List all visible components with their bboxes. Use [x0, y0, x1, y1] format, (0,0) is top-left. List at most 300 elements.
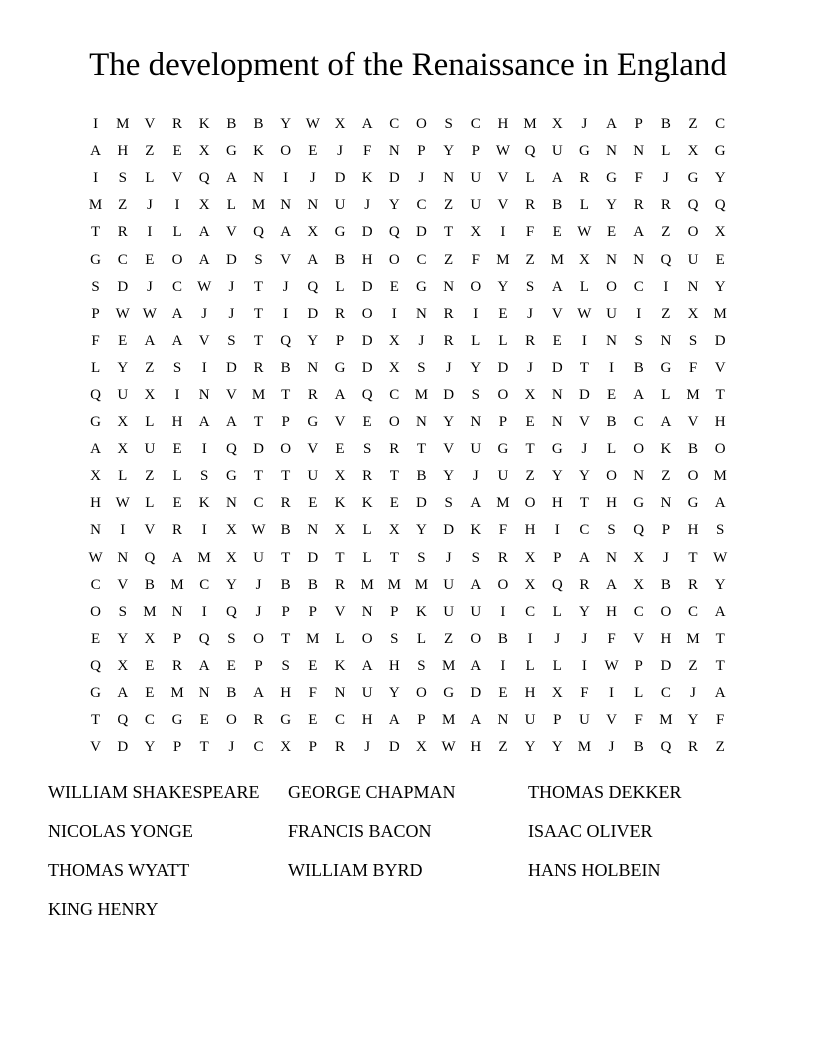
grid-letter: J	[581, 630, 588, 647]
grid-letter: N	[280, 197, 292, 214]
grid-letter: X	[524, 549, 536, 566]
grid-letter: M	[496, 495, 510, 512]
grid-letter: X	[280, 739, 292, 756]
grid-letter: L	[335, 278, 345, 295]
grid-letter: E	[552, 332, 562, 349]
grid-letter: Z	[145, 143, 155, 160]
grid-letter: J	[309, 170, 316, 187]
grid-letter: A	[551, 278, 563, 295]
grid-letter: Q	[361, 386, 373, 403]
grid-letter: L	[362, 522, 372, 539]
grid-letter: O	[361, 630, 373, 647]
grid-letter: V	[714, 359, 726, 376]
grid-letter: W	[577, 305, 592, 322]
word-list-item: WILLIAM BYRD	[288, 860, 423, 880]
grid-letter: S	[471, 386, 480, 403]
grid-letter: N	[307, 197, 319, 214]
word-list-item: WILLIAM SHAKESPEARE	[48, 782, 260, 802]
grid-letter: X	[714, 224, 726, 241]
grid-letter: M	[88, 197, 103, 214]
grid-letter: T	[688, 549, 698, 566]
grid-letter: M	[170, 576, 184, 593]
grid-letter: Q	[524, 143, 536, 160]
grid-letter: J	[146, 197, 153, 214]
grid-letter: T	[281, 386, 291, 403]
grid-letter: B	[497, 630, 508, 647]
grid-letter: X	[144, 386, 156, 403]
grid-letter: B	[334, 251, 345, 268]
grid-letter: Z	[688, 116, 698, 133]
grid-letter: V	[307, 441, 319, 458]
grid-letter: X	[524, 386, 536, 403]
grid-letter: I	[201, 522, 207, 539]
grid-letter: Q	[388, 224, 400, 241]
grid-letter: T	[281, 549, 291, 566]
grid-letter: B	[280, 522, 291, 539]
grid-letter: C	[660, 685, 671, 702]
grid-letter: O	[388, 414, 400, 431]
grid-letter: Z	[444, 251, 454, 268]
grid-letter: A	[171, 332, 183, 349]
grid-letter: Y	[606, 197, 617, 214]
grid-letter: N	[253, 170, 264, 187]
grid-letter: F	[525, 224, 535, 241]
grid-row	[82, 463, 734, 490]
grid-letter: C	[633, 278, 644, 295]
grid-letter: U	[606, 305, 617, 322]
grid-row	[82, 626, 734, 653]
grid-letter: V	[198, 332, 210, 349]
grid-letter: S	[172, 359, 182, 376]
grid-letter: I	[93, 116, 99, 133]
grid-letter: R	[253, 712, 264, 729]
grid-letter: S	[525, 278, 535, 295]
grid-letter: N	[633, 468, 645, 485]
grid-letter: S	[390, 630, 399, 647]
grid-letter: X	[470, 224, 482, 241]
grid-letter: V	[606, 712, 617, 729]
grid-letter: S	[417, 657, 426, 674]
grid-letter: U	[470, 170, 482, 187]
grid-letter: R	[443, 305, 454, 322]
grid-letter: T	[253, 278, 264, 295]
grid-letter: E	[308, 657, 318, 674]
grid-letter: W	[713, 549, 728, 566]
grid-letter: D	[443, 386, 455, 403]
grid-letter: I	[473, 305, 479, 322]
grid-letter: N	[334, 685, 346, 702]
grid-letter: P	[281, 414, 290, 431]
grid-letter: T	[335, 549, 345, 566]
grid-letter: E	[145, 685, 155, 702]
grid-letter: I	[663, 278, 669, 295]
grid-letter: Y	[443, 414, 455, 431]
grid-letter: R	[334, 576, 345, 593]
grid-letter: D	[117, 278, 129, 295]
grid-letter: I	[283, 170, 289, 187]
grid-letter: Q	[198, 170, 210, 187]
grid-letter: U	[334, 197, 346, 214]
grid-letter: X	[687, 305, 699, 322]
grid-letter: E	[145, 657, 155, 674]
grid-letter: M	[441, 657, 456, 674]
grid-letter: M	[197, 549, 211, 566]
grid-letter: W	[604, 657, 619, 674]
grid-letter: T	[281, 630, 291, 647]
grid-letter: G	[633, 495, 645, 512]
grid-letter: X	[117, 414, 129, 431]
grid-letter: J	[282, 278, 289, 295]
grid-letter: W	[115, 305, 130, 322]
grid-letter: X	[551, 116, 563, 133]
grid-letter: J	[445, 549, 452, 566]
grid-letter: N	[117, 549, 129, 566]
grid-letter: R	[172, 657, 183, 674]
grid-letter: I	[636, 305, 642, 322]
grid-letter: E	[389, 278, 399, 295]
grid-letter: A	[633, 386, 645, 403]
grid-letter: O	[171, 251, 183, 268]
grid-letter: O	[633, 441, 645, 458]
grid-letter: A	[117, 685, 129, 702]
grid-letter: Y	[388, 197, 400, 214]
grid-letter: G	[687, 170, 699, 187]
grid-letter: J	[418, 170, 425, 187]
grid-letter: L	[416, 630, 427, 647]
grid-letter: N	[633, 143, 645, 160]
grid-letter: O	[687, 224, 699, 241]
grid-letter: I	[554, 522, 560, 539]
grid-letter: J	[690, 685, 696, 702]
grid-letter: A	[280, 224, 292, 241]
grid-letter: R	[389, 441, 400, 458]
grid-letter: E	[389, 495, 399, 512]
grid-letter: L	[362, 549, 372, 566]
grid-letter: N	[470, 414, 482, 431]
grid-letter: G	[606, 170, 617, 187]
grid-row	[82, 707, 734, 734]
grid-letter: L	[172, 224, 182, 241]
grid-letter: Z	[444, 197, 454, 214]
grid-letter: L	[525, 170, 535, 187]
grid-letter: G	[90, 251, 101, 268]
grid-letter: J	[472, 468, 479, 485]
word-list-item: THOMAS DEKKER	[528, 782, 682, 802]
grid-letter: D	[416, 495, 427, 512]
grid-letter: U	[551, 143, 563, 160]
grid-letter: C	[90, 576, 101, 593]
grid-letter: H	[524, 522, 536, 539]
grid-letter: N	[361, 603, 373, 620]
grid-letter: Y	[578, 468, 590, 485]
grid-letter: C	[144, 712, 155, 729]
grid-letter: P	[91, 305, 100, 322]
grid-letter: O	[280, 143, 292, 160]
grid-letter: G	[334, 359, 346, 376]
grid-letter: C	[199, 576, 210, 593]
grid-letter: B	[307, 576, 318, 593]
grid-letter: Y	[714, 576, 726, 593]
grid-letter: D	[117, 739, 129, 756]
grid-letter: M	[143, 603, 157, 620]
grid-letter: X	[334, 468, 346, 485]
grid-letter: R	[334, 739, 345, 756]
grid-letter: M	[251, 386, 266, 403]
grid-letter: B	[688, 441, 699, 458]
grid-letter: N	[551, 386, 563, 403]
grid-letter: S	[444, 116, 453, 133]
grid-letter: H	[470, 739, 482, 756]
grid-letter: C	[334, 712, 345, 729]
grid-letter: W	[251, 522, 266, 539]
grid-letter: R	[280, 495, 291, 512]
grid-letter: F	[362, 143, 372, 160]
grid-letter: N	[416, 305, 427, 322]
grid-letter: O	[225, 712, 237, 729]
grid-letter: E	[172, 441, 182, 458]
grid-letter: D	[714, 332, 726, 349]
grid-letter: R	[443, 332, 454, 349]
grid-letter: J	[554, 630, 561, 647]
grid-letter: C	[633, 603, 644, 620]
grid-letter: I	[174, 197, 180, 214]
grid-letter: H	[551, 495, 563, 512]
grid-letter: C	[416, 197, 427, 214]
grid-letter: N	[198, 685, 210, 702]
grid-letter: P	[390, 603, 399, 620]
grid-letter: Q	[198, 630, 210, 647]
grid-row	[82, 301, 734, 328]
grid-letter: S	[716, 522, 725, 539]
grid-letter: T	[525, 441, 535, 458]
grid-letter: U	[443, 603, 455, 620]
grid-letter: U	[470, 197, 482, 214]
grid-letter: C	[579, 522, 590, 539]
grid-letter: Q	[633, 522, 645, 539]
grid-letter: J	[662, 170, 669, 187]
grid-row	[82, 382, 734, 409]
grid-letter: B	[144, 576, 155, 593]
grid-row	[82, 246, 734, 273]
grid-letter: S	[417, 549, 426, 566]
grid-letter: J	[228, 278, 235, 295]
grid-letter: X	[633, 549, 645, 566]
grid-letter: R	[579, 170, 590, 187]
grid-letter: L	[145, 170, 155, 187]
grid-letter: S	[634, 332, 643, 349]
grid-letter: I	[581, 657, 587, 674]
grid-letter: B	[226, 116, 237, 133]
grid-letter: V	[497, 197, 509, 214]
grid-letter: E	[226, 657, 236, 674]
grid-letter: Y	[714, 278, 726, 295]
grid-letter: F	[471, 251, 480, 268]
grid-letter: M	[441, 712, 456, 729]
grid-letter: R	[117, 224, 128, 241]
grid-letter: N	[497, 712, 509, 729]
grid-row	[82, 192, 734, 219]
grid-letter: G	[551, 441, 563, 458]
grid-letter: S	[362, 441, 372, 458]
grid-letter: W	[88, 549, 103, 566]
grid-letter: M	[686, 386, 700, 403]
grid-letter: T	[715, 630, 725, 647]
grid-letter: Q	[660, 739, 672, 756]
grid-letter: G	[416, 278, 427, 295]
grid-letter: E	[606, 386, 617, 403]
grid-letter: C	[389, 116, 400, 133]
grid-letter: S	[607, 522, 616, 539]
grid-letter: X	[388, 332, 400, 349]
grid-row	[82, 734, 734, 761]
grid-letter: Q	[551, 576, 563, 593]
grid-row	[82, 490, 734, 517]
grid-letter: J	[146, 278, 153, 295]
grid-letter: W	[305, 116, 320, 133]
grid-letter: C	[470, 116, 481, 133]
grid-letter: A	[578, 549, 590, 566]
grid-letter: J	[662, 549, 669, 566]
grid-letter: I	[391, 305, 397, 322]
grid-letter: X	[198, 197, 210, 214]
grid-letter: J	[527, 359, 533, 376]
grid-letter: V	[280, 251, 292, 268]
grid-letter: E	[118, 332, 128, 349]
grid-letter: U	[307, 468, 319, 485]
grid-letter: L	[118, 468, 128, 485]
grid-letter: Y	[687, 712, 699, 729]
grid-letter: L	[172, 468, 182, 485]
grid-letter: V	[687, 414, 699, 431]
grid-letter: Q	[280, 332, 292, 349]
grid-letter: K	[334, 495, 346, 512]
grid-letter: I	[500, 603, 506, 620]
grid-letter: H	[171, 414, 183, 431]
grid-letter: W	[142, 305, 157, 322]
grid-letter: J	[364, 739, 371, 756]
grid-letter: K	[198, 495, 210, 512]
grid-letter: R	[660, 197, 671, 214]
grid-letter: B	[660, 116, 671, 133]
grid-letter: S	[118, 603, 127, 620]
page-title: The development of the Renaissance in England	[89, 47, 727, 83]
grid-letter: B	[606, 414, 617, 431]
grid-letter: J	[581, 116, 588, 133]
grid-letter: K	[660, 441, 672, 458]
grid-letter: D	[443, 522, 455, 539]
grid-letter: T	[416, 441, 427, 458]
grid-letter: O	[253, 630, 264, 647]
grid-letter: M	[414, 576, 429, 593]
grid-letter: V	[633, 630, 645, 647]
grid-letter: S	[91, 278, 100, 295]
grid-letter: B	[280, 576, 291, 593]
grid-letter: S	[688, 332, 698, 349]
grid-letter: N	[307, 522, 319, 539]
grid-letter: O	[416, 685, 427, 702]
grid-row	[82, 165, 734, 192]
grid-letter: R	[525, 332, 536, 349]
grid-letter: T	[253, 332, 264, 349]
grid-letter: D	[470, 685, 482, 702]
grid-letter: Q	[307, 278, 319, 295]
grid-letter: R	[525, 197, 536, 214]
grid-letter: V	[171, 170, 183, 187]
grid-letter: U	[361, 685, 373, 702]
grid-letter: T	[579, 495, 589, 512]
grid-letter: K	[470, 522, 482, 539]
grid-letter: L	[579, 197, 589, 214]
grid-letter: E	[145, 251, 155, 268]
grid-letter: A	[198, 657, 210, 674]
grid-letter: T	[444, 224, 454, 241]
grid-letter: T	[715, 657, 725, 674]
grid-letter: J	[228, 739, 235, 756]
grid-letter: E	[715, 251, 725, 268]
grid-letter: Y	[225, 576, 237, 593]
grid-letter: E	[525, 414, 535, 431]
grid-letter: L	[90, 359, 101, 376]
grid-letter: G	[225, 143, 237, 160]
grid-letter: A	[470, 495, 482, 512]
grid-letter: A	[470, 712, 482, 729]
grid-letter: G	[334, 224, 346, 241]
grid-letter: J	[337, 143, 343, 160]
grid-letter: O	[470, 278, 482, 295]
grid-letter: Y	[497, 278, 509, 295]
grid-letter: O	[687, 468, 699, 485]
grid-letter: R	[172, 116, 183, 133]
grid-letter: B	[280, 359, 291, 376]
grid-letter: M	[496, 251, 510, 268]
grid-letter: T	[389, 468, 399, 485]
grid-letter: A	[225, 170, 237, 187]
grid-letter: S	[444, 495, 453, 512]
grid-letter: N	[660, 495, 672, 512]
grid-letter: Y	[524, 739, 536, 756]
grid-letter: A	[361, 116, 373, 133]
grid-row	[82, 653, 734, 680]
grid-letter: N	[551, 414, 563, 431]
grid-letter: K	[416, 603, 427, 620]
grid-letter: J	[255, 603, 262, 620]
grid-letter: B	[660, 576, 671, 593]
grid-letter: F	[580, 685, 589, 702]
grid-letter: U	[443, 576, 455, 593]
grid-letter: Z	[444, 630, 454, 647]
grid-letter: R	[579, 576, 590, 593]
grid-letter: B	[416, 468, 427, 485]
grid-letter: N	[416, 414, 427, 431]
grid-letter: U	[524, 712, 536, 729]
grid-letter: H	[90, 495, 101, 512]
grid-letter: X	[334, 522, 346, 539]
grid-letter: E	[308, 495, 318, 512]
grid-letter: Z	[525, 468, 535, 485]
grid-letter: A	[470, 576, 482, 593]
grid-row	[82, 274, 734, 301]
grid-letter: Y	[551, 468, 563, 485]
grid-letter: Z	[661, 305, 671, 322]
grid-letter: P	[471, 143, 480, 160]
grid-row	[82, 599, 734, 626]
grid-letter: A	[90, 143, 101, 160]
grid-letter: Z	[118, 197, 128, 214]
grid-letter: C	[389, 386, 400, 403]
grid-letter: I	[581, 332, 587, 349]
grid-letter: J	[255, 576, 262, 593]
grid-letter: D	[361, 224, 373, 241]
